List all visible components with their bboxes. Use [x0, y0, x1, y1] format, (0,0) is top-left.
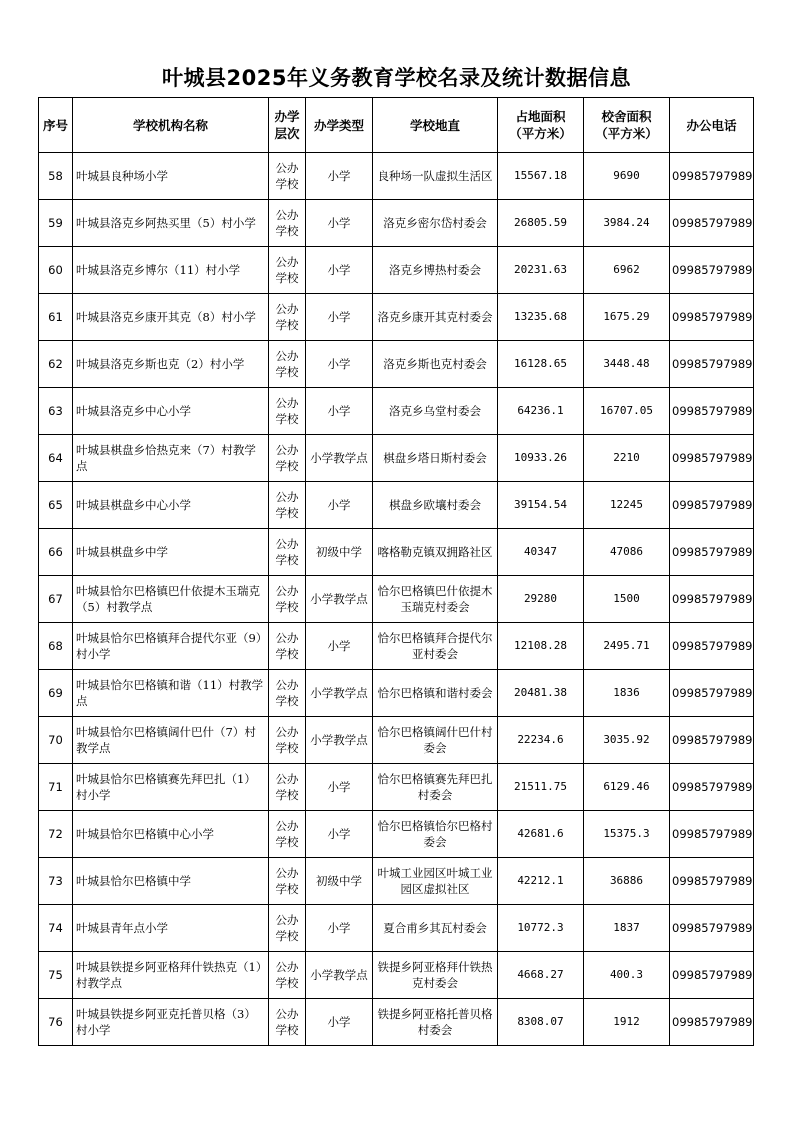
- cell-building-area: 3035.92: [584, 717, 670, 764]
- header-land-area: 占地面积 （平方米）: [498, 98, 584, 153]
- header-seq: 序号: [39, 98, 73, 153]
- cell-address: 洛克乡密尔岱村委会: [373, 200, 498, 247]
- cell-type: 小学教学点: [306, 435, 373, 482]
- table-row: [39, 905, 754, 952]
- cell-level: 公办学校: [269, 905, 306, 952]
- cell-type: 小学: [306, 764, 373, 811]
- cell-address: 棋盘乡塔日斯村委会: [373, 435, 498, 482]
- cell-phone: 09985797989: [670, 717, 754, 764]
- cell-type: 小学教学点: [306, 952, 373, 999]
- cell-land-area: 12108.28: [498, 623, 584, 670]
- cell-seq: 64: [39, 435, 73, 482]
- cell-phone: 09985797989: [670, 952, 754, 999]
- page-title: 叶城县2025年义务教育学校名录及统计数据信息: [162, 66, 631, 90]
- cell-level: 公办学校: [269, 952, 306, 999]
- cell-address: 恰尔巴格镇阔什巴什村委会: [373, 717, 498, 764]
- cell-type: 小学: [306, 623, 373, 670]
- table-row: [39, 717, 754, 764]
- table-row: [39, 623, 754, 670]
- cell-building-area: 2495.71: [584, 623, 670, 670]
- table-row: [39, 388, 754, 435]
- cell-building-area: 1837: [584, 905, 670, 952]
- cell-building-area: 15375.3: [584, 811, 670, 858]
- cell-level: 公办学校: [269, 576, 306, 623]
- cell-address: 洛克乡乌堂村委会: [373, 388, 498, 435]
- cell-building-area: 12245: [584, 482, 670, 529]
- cell-level: 公办学校: [269, 388, 306, 435]
- cell-school-name: 叶城县洛克乡阿热买里（5）村小学: [73, 200, 269, 247]
- cell-address: 铁提乡阿亚格托普贝格村委会: [373, 999, 498, 1046]
- cell-land-area: 42681.6: [498, 811, 584, 858]
- cell-land-area: 26805.59: [498, 200, 584, 247]
- table-header-row: [39, 98, 754, 153]
- cell-level: 公办学校: [269, 294, 306, 341]
- cell-building-area: 9690: [584, 153, 670, 200]
- cell-phone: 09985797989: [670, 764, 754, 811]
- cell-land-area: 22234.6: [498, 717, 584, 764]
- cell-level: 公办学校: [269, 341, 306, 388]
- cell-phone: 09985797989: [670, 905, 754, 952]
- cell-land-area: 20481.38: [498, 670, 584, 717]
- cell-school-name: 叶城县恰尔巴格镇和谐（11）村教学点: [73, 670, 269, 717]
- cell-phone: 09985797989: [670, 999, 754, 1046]
- cell-phone: 09985797989: [670, 858, 754, 905]
- cell-seq: 69: [39, 670, 73, 717]
- table-row: [39, 341, 754, 388]
- cell-type: 小学: [306, 811, 373, 858]
- cell-phone: 09985797989: [670, 294, 754, 341]
- cell-phone: 09985797989: [670, 247, 754, 294]
- cell-type: 小学教学点: [306, 717, 373, 764]
- cell-phone: 09985797989: [670, 670, 754, 717]
- cell-level: 公办学校: [269, 153, 306, 200]
- header-level: 办学 层次: [269, 98, 306, 153]
- cell-school-name: 叶城县洛克乡斯也克（2）村小学: [73, 341, 269, 388]
- cell-building-area: 2210: [584, 435, 670, 482]
- cell-land-area: 10772.3: [498, 905, 584, 952]
- cell-phone: 09985797989: [670, 482, 754, 529]
- cell-level: 公办学校: [269, 200, 306, 247]
- cell-level: 公办学校: [269, 529, 306, 576]
- cell-land-area: 8308.07: [498, 999, 584, 1046]
- cell-seq: 65: [39, 482, 73, 529]
- cell-land-area: 21511.75: [498, 764, 584, 811]
- cell-school-name: 叶城县恰尔巴格镇阔什巴什（7）村教学点: [73, 717, 269, 764]
- cell-level: 公办学校: [269, 247, 306, 294]
- cell-type: 初级中学: [306, 529, 373, 576]
- cell-seq: 58: [39, 153, 73, 200]
- cell-land-area: 4668.27: [498, 952, 584, 999]
- header-building-area: 校舍面积 （平方米）: [584, 98, 670, 153]
- cell-type: 小学: [306, 153, 373, 200]
- cell-phone: 09985797989: [670, 576, 754, 623]
- cell-building-area: 400.3: [584, 952, 670, 999]
- cell-seq: 66: [39, 529, 73, 576]
- cell-seq: 68: [39, 623, 73, 670]
- cell-seq: 73: [39, 858, 73, 905]
- cell-school-name: 叶城县恰尔巴格镇巴什依提木玉瑞克（5）村教学点: [73, 576, 269, 623]
- cell-building-area: 3984.24: [584, 200, 670, 247]
- cell-building-area: 1675.29: [584, 294, 670, 341]
- cell-seq: 62: [39, 341, 73, 388]
- table-row: [39, 294, 754, 341]
- cell-address: 喀格勒克镇双拥路社区: [373, 529, 498, 576]
- cell-type: 小学: [306, 388, 373, 435]
- cell-type: 小学教学点: [306, 576, 373, 623]
- cell-address: 夏合甫乡其瓦村委会: [373, 905, 498, 952]
- cell-level: 公办学校: [269, 811, 306, 858]
- cell-address: 恰尔巴格镇拜合提代尔亚村委会: [373, 623, 498, 670]
- cell-seq: 61: [39, 294, 73, 341]
- table-row: [39, 482, 754, 529]
- table-row: [39, 200, 754, 247]
- cell-land-area: 64236.1: [498, 388, 584, 435]
- cell-seq: 74: [39, 905, 73, 952]
- cell-land-area: 16128.65: [498, 341, 584, 388]
- cell-seq: 59: [39, 200, 73, 247]
- table-row: [39, 858, 754, 905]
- cell-seq: 63: [39, 388, 73, 435]
- cell-building-area: 16707.05: [584, 388, 670, 435]
- cell-building-area: 6129.46: [584, 764, 670, 811]
- cell-type: 小学: [306, 247, 373, 294]
- cell-land-area: 20231.63: [498, 247, 584, 294]
- cell-phone: 09985797989: [670, 529, 754, 576]
- header-address: 学校地直: [373, 98, 498, 153]
- table-row: [39, 764, 754, 811]
- cell-level: 公办学校: [269, 435, 306, 482]
- cell-school-name: 叶城县青年点小学: [73, 905, 269, 952]
- cell-school-name: 叶城县洛克乡康开其克（8）村小学: [73, 294, 269, 341]
- cell-phone: 09985797989: [670, 811, 754, 858]
- cell-building-area: 3448.48: [584, 341, 670, 388]
- cell-building-area: 6962: [584, 247, 670, 294]
- cell-seq: 75: [39, 952, 73, 999]
- header-phone: 办公电话: [670, 98, 754, 153]
- cell-seq: 60: [39, 247, 73, 294]
- cell-type: 小学: [306, 341, 373, 388]
- cell-phone: 09985797989: [670, 341, 754, 388]
- cell-address: 铁提乡阿亚格拜什铁热克村委会: [373, 952, 498, 999]
- cell-building-area: 36886: [584, 858, 670, 905]
- cell-level: 公办学校: [269, 482, 306, 529]
- cell-school-name: 叶城县恰尔巴格镇中学: [73, 858, 269, 905]
- cell-school-name: 叶城县棋盘乡中心小学: [73, 482, 269, 529]
- cell-phone: 09985797989: [670, 388, 754, 435]
- cell-level: 公办学校: [269, 764, 306, 811]
- cell-type: 小学: [306, 482, 373, 529]
- cell-land-area: 42212.1: [498, 858, 584, 905]
- cell-school-name: 叶城县恰尔巴格镇赛先拜巴扎（1）村小学: [73, 764, 269, 811]
- table-row: [39, 529, 754, 576]
- cell-school-name: 叶城县棋盘乡中学: [73, 529, 269, 576]
- cell-land-area: 39154.54: [498, 482, 584, 529]
- cell-type: 小学教学点: [306, 670, 373, 717]
- table-row: [39, 247, 754, 294]
- cell-seq: 72: [39, 811, 73, 858]
- cell-seq: 71: [39, 764, 73, 811]
- cell-type: 小学: [306, 200, 373, 247]
- table-row: [39, 670, 754, 717]
- cell-school-name: 叶城县洛克乡中心小学: [73, 388, 269, 435]
- cell-land-area: 29280: [498, 576, 584, 623]
- cell-building-area: 1836: [584, 670, 670, 717]
- cell-type: 小学: [306, 905, 373, 952]
- cell-type: 初级中学: [306, 858, 373, 905]
- school-table: [38, 97, 754, 1046]
- cell-school-name: 叶城县恰尔巴格镇中心小学: [73, 811, 269, 858]
- header-name: 学校机构名称: [73, 98, 269, 153]
- table-row: [39, 435, 754, 482]
- cell-land-area: 15567.18: [498, 153, 584, 200]
- table-body: [39, 153, 754, 1046]
- header-type: 办学类型: [306, 98, 373, 153]
- cell-building-area: 1500: [584, 576, 670, 623]
- cell-address: 棋盘乡欧壤村委会: [373, 482, 498, 529]
- cell-level: 公办学校: [269, 717, 306, 764]
- cell-school-name: 叶城县洛克乡博尔（11）村小学: [73, 247, 269, 294]
- cell-address: 洛克乡斯也克村委会: [373, 341, 498, 388]
- cell-address: 良种场一队虚拟生活区: [373, 153, 498, 200]
- cell-address: 洛克乡博热村委会: [373, 247, 498, 294]
- cell-seq: 76: [39, 999, 73, 1046]
- table-row: [39, 153, 754, 200]
- cell-land-area: 40347: [498, 529, 584, 576]
- cell-level: 公办学校: [269, 623, 306, 670]
- cell-level: 公办学校: [269, 999, 306, 1046]
- cell-address: 洛克乡康开其克村委会: [373, 294, 498, 341]
- cell-address: 恰尔巴格镇和谐村委会: [373, 670, 498, 717]
- cell-building-area: 47086: [584, 529, 670, 576]
- table-row: [39, 999, 754, 1046]
- table-row: [39, 811, 754, 858]
- cell-address: 叶城工业园区叶城工业园区虚拟社区: [373, 858, 498, 905]
- cell-land-area: 10933.26: [498, 435, 584, 482]
- cell-type: 小学: [306, 999, 373, 1046]
- cell-address: 恰尔巴格镇巴什依提木玉瑞克村委会: [373, 576, 498, 623]
- table-row: [39, 952, 754, 999]
- cell-seq: 67: [39, 576, 73, 623]
- cell-school-name: 叶城县棋盘乡恰热克来（7）村教学点: [73, 435, 269, 482]
- cell-level: 公办学校: [269, 858, 306, 905]
- cell-school-name: 叶城县良种场小学: [73, 153, 269, 200]
- cell-seq: 70: [39, 717, 73, 764]
- cell-level: 公办学校: [269, 670, 306, 717]
- cell-phone: 09985797989: [670, 623, 754, 670]
- cell-school-name: 叶城县铁提乡阿亚格拜什铁热克（1）村教学点: [73, 952, 269, 999]
- table-row: [39, 576, 754, 623]
- cell-type: 小学: [306, 294, 373, 341]
- cell-phone: 09985797989: [670, 153, 754, 200]
- cell-building-area: 1912: [584, 999, 670, 1046]
- cell-school-name: 叶城县铁提乡阿亚克托普贝格（3）村小学: [73, 999, 269, 1046]
- cell-school-name: 叶城县恰尔巴格镇拜合提代尔亚（9）村小学: [73, 623, 269, 670]
- cell-land-area: 13235.68: [498, 294, 584, 341]
- cell-phone: 09985797989: [670, 435, 754, 482]
- cell-address: 恰尔巴格镇恰尔巴格村委会: [373, 811, 498, 858]
- cell-phone: 09985797989: [670, 200, 754, 247]
- cell-address: 恰尔巴格镇赛先拜巴扎村委会: [373, 764, 498, 811]
